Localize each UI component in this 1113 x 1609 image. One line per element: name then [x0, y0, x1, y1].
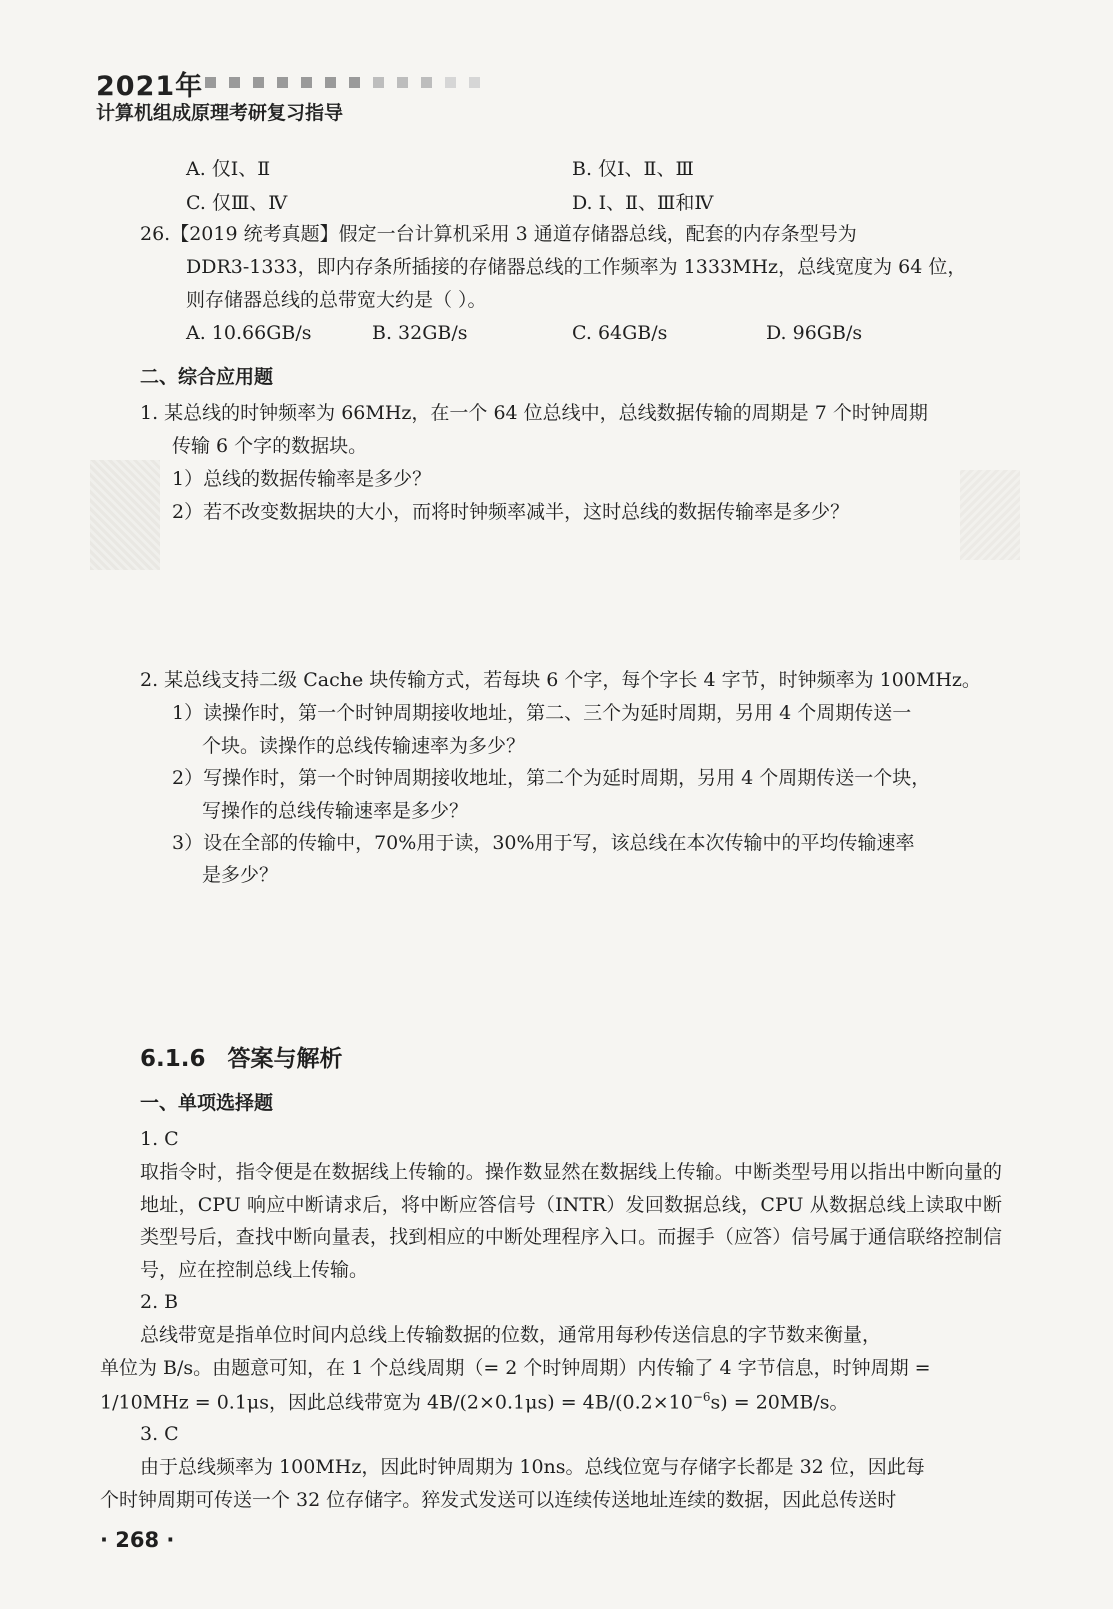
answer-2-line-3 [100, 1390, 848, 1414]
section-number: 6.1.6 [140, 1046, 206, 1072]
app-q2-sub-1b: 个块。读操作的总线传输速率为多少？ [202, 735, 526, 757]
section-title-text: 答案与解析 [227, 1046, 343, 1072]
answer-2-line-2: 单位为 B/s。由题意可知，在 1 个总线周期（= 2 个时钟周期）内传输了 4 字节信息，时钟周期 = [100, 1357, 931, 1379]
bleed-through-qr [90, 460, 160, 570]
answer-2-formula-post: s) = 20MB/s。 [710, 1391, 849, 1414]
q26-line-2: DDR3-1333，即内存条所插接的存储器总线的工作频率为 1333MHz，总线宽度为 64 位， [186, 256, 967, 278]
q26-line-3: 则存储器总线的总带宽大约是（ ）。 [186, 289, 487, 311]
section-subheading: 一、单项选择题 [140, 1092, 274, 1114]
app-q2-sub-3b: 是多少？ [202, 864, 279, 886]
answer-3-line-1: 由于总线频率为 100MHz，因此时钟周期为 10ns。总线位宽与存储字长都是 32 位，因此每 [140, 1456, 925, 1478]
section-title [140, 1040, 343, 1073]
app-q1-line-2: 传输 6 个字的数据块。 [172, 435, 368, 457]
q25-option-a: A. 仅Ⅰ、Ⅱ [186, 158, 271, 180]
header-subtitle: 计算机组成原理考研复习指导 [96, 102, 344, 124]
app-q1-line-1: 1. 某总线的时钟频率为 66MHz，在一个 64 位总线中，总线数据传输的周期是 7 个时钟周期 [140, 402, 928, 424]
app-q2-sub-2a: 2）写操作时，第一个时钟周期接收地址，第二个为延时周期，另用 4 个周期传送一个块， [172, 767, 931, 789]
answer-2-formula-pre: 1/10MHz = 0.1μs，因此总线带宽为 4B/(2×0.1μs) = 4B/(0.2×10 [100, 1391, 693, 1414]
page-number: · 268 · [100, 1528, 175, 1552]
q26-line-1: 26.【2019 统考真题】假定一台计算机采用 3 通道存储器总线，配套的内存条型号为 [140, 223, 857, 245]
q25-option-b: B. 仅Ⅰ、Ⅱ、Ⅲ [572, 158, 694, 180]
app-q1-sub-1: 1）总线的数据传输率是多少？ [172, 468, 432, 490]
bleed-through-qr [960, 470, 1020, 560]
header-year: 2021年 [96, 71, 204, 102]
q26-option-d: D. 96GB/s [766, 322, 863, 344]
answer-2-formula-exponent: −6 [692, 1390, 711, 1404]
answer-3-label: 3. C [140, 1423, 179, 1445]
app-q2-sub-2b: 写操作的总线传输速率是多少？ [202, 800, 469, 822]
app-q2-sub-1a: 1）读操作时，第一个时钟周期接收地址，第二、三个为延时周期，另用 4 个周期传送一 [172, 702, 912, 724]
app-q2-line-1: 2. 某总线支持二级 Cache 块传输方式，若每块 6 个字，每个字长 4 字节，时钟频率为 100MHz。 [140, 669, 981, 691]
header-decoration [205, 77, 480, 88]
answer-1-text: 取指令时，指令便是在数据线上传输的。操作数显然在数据线上传输。中断类型号用以指出中断向量的地址，CPU 响应中断请求后，将中断应答信号（INTR）发回数据总线，CPU 从数据总线上读取中断类型号后，查找中断向量表，找到相应的中断处理程序入口。而握手（应答）信号属于通信联络控制信号，应在控制总线上传输。 [140, 1161, 1002, 1281]
app-q2-sub-3a: 3）设在全部的传输中，70%用于读，30%用于写，该总线在本次传输中的平均传输速率 [172, 832, 915, 854]
q25-option-d: D. Ⅰ、Ⅱ、Ⅲ和Ⅳ [572, 192, 714, 214]
q25-option-c: C. 仅Ⅲ、Ⅳ [186, 192, 288, 214]
answer-2-line-1: 总线带宽是指单位时间内总线上传输数据的位数，通常用每秒传送信息的字节数来衡量， [140, 1324, 882, 1346]
answer-1-label: 1. C [140, 1128, 179, 1150]
q26-option-b: B. 32GB/s [372, 322, 468, 344]
q26-option-a: A. 10.66GB/s [186, 322, 312, 344]
answer-2-label: 2. B [140, 1291, 179, 1313]
section-2-heading: 二、综合应用题 [140, 366, 274, 388]
app-q1-sub-2: 2）若不改变数据块的大小，而将时钟频率减半，这时总线的数据传输率是多少？ [172, 501, 850, 523]
answer-3-line-2: 个时钟周期可传送一个 32 位存储字。猝发式发送可以连续传送地址连续的数据，因此总传送时 [100, 1489, 897, 1511]
q26-option-c: C. 64GB/s [572, 322, 668, 344]
